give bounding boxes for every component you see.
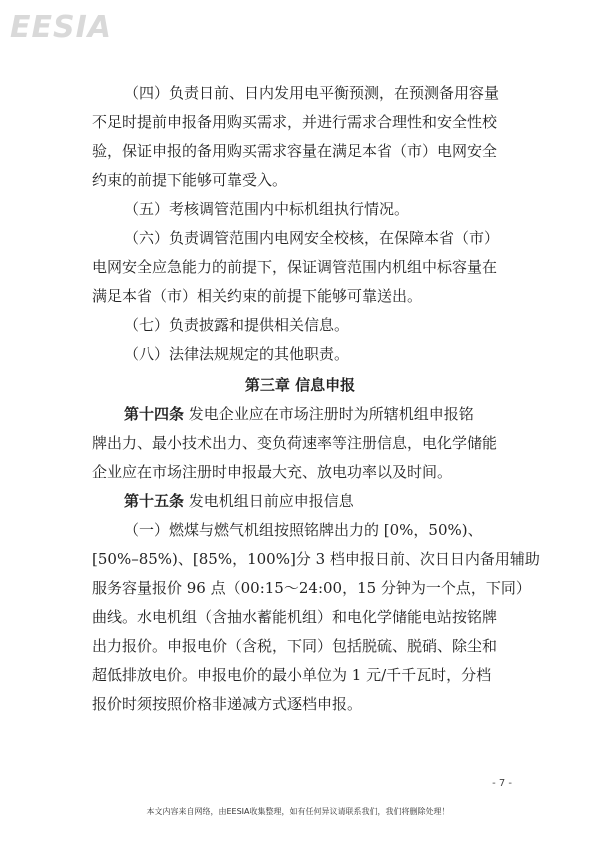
- text-line: 超低排放电价。申报电价的最小单位为 1 元/千千瓦时，分档: [92, 666, 492, 684]
- article-14: [92, 400, 508, 487]
- text-line: 不足时提前申报备用购买需求，并进行需求合理性和安全性校: [92, 113, 498, 131]
- text-line: 报价时须按照价格非递减方式逐档申报。: [92, 695, 363, 713]
- page-number: - 7 -: [492, 778, 512, 789]
- text-line: 电网安全应急能力的前提下，保证调管范围内机组中标容量在: [92, 258, 498, 276]
- article-text: 发电企业应在市场注册时为所辖机组申报铭: [184, 405, 474, 423]
- eesia-logo: EESIA: [10, 10, 112, 45]
- text-line: （七）负责披露和提供相关信息。: [124, 316, 350, 334]
- text-line: （八）法律法规规定的其他职责。: [124, 345, 350, 363]
- article-title: 第十四条: [124, 405, 185, 423]
- paragraph-7: [92, 311, 508, 340]
- text-line: 服务容量报价 96 点（00:15～24:00，15 分钟为一个点，下同）: [92, 579, 531, 597]
- paragraph-5: [92, 195, 508, 224]
- article-title: 第十五条: [124, 492, 185, 510]
- article-text: 发电机组日前应申报信息: [184, 492, 354, 510]
- text-line: 满足本省（市）相关约束的前提下能够可靠送出。: [92, 287, 423, 305]
- text-line: [50%–85%)、[85%，100%]分 3 档申报日前、次日日内备用辅助: [92, 550, 540, 568]
- text-line: 企业应在市场注册时申报最大充、放电功率以及时间。: [92, 463, 453, 481]
- text-line: [92, 487, 508, 516]
- text-line: （四）负责日前、日内发用电平衡预测，在预测备用容量: [124, 84, 500, 102]
- article-15: [92, 487, 508, 516]
- text-line: [92, 400, 508, 429]
- paragraph-6: [92, 224, 508, 311]
- text-line: 曲线。水电机组（含抽水蓄能机组）和电化学储能电站按铭牌: [92, 608, 498, 626]
- text-line: （六）负责调管范围内电网安全校核，在保障本省（市）: [124, 229, 500, 247]
- text-line: 牌出力、最小技术出力、变负荷速率等注册信息，电化学储能: [92, 434, 498, 452]
- text-line: 出力报价。申报电价（含税，下同）包括脱硫、脱硝、除尘和: [92, 637, 498, 655]
- paragraph-8: [92, 340, 508, 369]
- paragraph-4: [92, 79, 508, 195]
- document-body: [92, 79, 540, 719]
- text-line: 约束的前提下能够可靠受入。: [92, 171, 288, 189]
- text-line: （五）考核调管范围内中标机组执行情况。: [124, 200, 410, 218]
- text-line: 验，保证申报的备用购买需求容量在满足本省（市）电网安全: [92, 142, 498, 160]
- footer-disclaimer: 本文内容来自网络，由EESIA收集整理，如有任何异议请联系我们，我们将删除处理！: [146, 807, 450, 816]
- paragraph-1: [92, 516, 540, 719]
- chapter-title: 第三章 信息申报: [244, 376, 356, 394]
- text-line: （一）燃煤与燃气机组按照铭牌出力的 [0%，50%)、: [124, 521, 483, 539]
